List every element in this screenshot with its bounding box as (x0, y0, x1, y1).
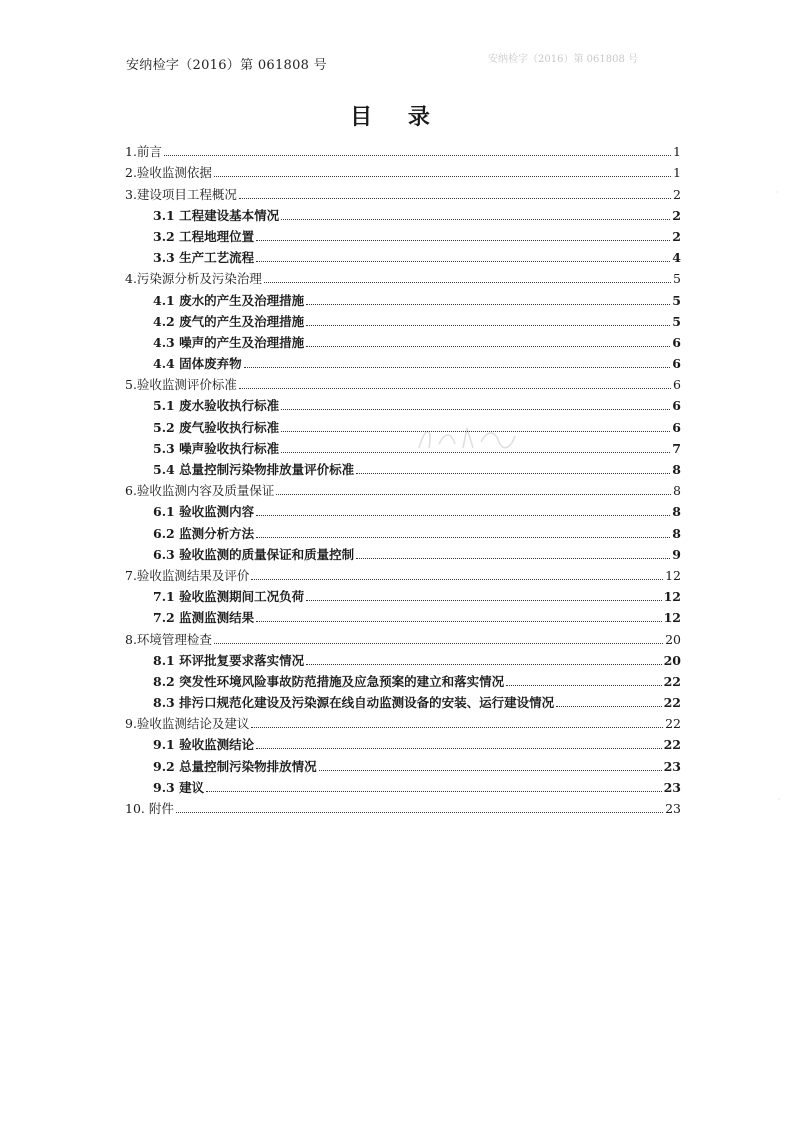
toc-entry[interactable] (125, 562, 681, 583)
toc-entry[interactable] (125, 435, 681, 456)
toc-dot-leader (214, 642, 663, 644)
toc-entry[interactable] (125, 180, 681, 201)
toc-entry[interactable] (125, 774, 681, 795)
toc-dot-leader (214, 175, 671, 177)
toc-dot-leader (281, 430, 670, 432)
toc-entry-page-number: 6 (673, 377, 681, 393)
toc-entry-page-number: 12 (663, 589, 681, 605)
toc-dot-leader (176, 811, 663, 813)
toc-entry-label: 8.2 突发性环境风险事故防范措施及应急预案的建立和落实情况 (153, 673, 505, 689)
toc-entry-page-number: 4 (672, 250, 681, 266)
toc-entry-page-number: 22 (663, 695, 681, 711)
toc-entry[interactable] (125, 710, 681, 731)
toc-entry-page-number: 1 (673, 165, 681, 181)
toc-entry[interactable] (125, 519, 681, 540)
toc-entry-page-number: 7 (672, 440, 681, 456)
toc-entry-label: 3.3 生产工艺流程 (153, 250, 255, 266)
toc-entry[interactable] (125, 647, 681, 668)
toc-entry-label: 1.前言 (125, 144, 162, 160)
toc-entry[interactable] (125, 138, 681, 159)
toc-entry-page-number: 23 (663, 779, 681, 795)
toc-entry-page-number: 5 (672, 313, 681, 329)
toc-entry-page-number: 2 (672, 228, 681, 244)
toc-entry[interactable] (125, 752, 681, 773)
toc-entry-page-number: 2 (672, 207, 681, 223)
toc-dot-leader (281, 408, 670, 410)
toc-dot-leader (281, 218, 670, 220)
toc-dot-leader (356, 472, 670, 474)
toc-dot-leader (251, 726, 663, 728)
toc-entry[interactable] (125, 583, 681, 604)
toc-entry[interactable] (125, 286, 681, 307)
toc-entry-label: 3.建设项目工程概况 (125, 186, 237, 202)
toc-dot-leader (306, 599, 661, 601)
toc-entry-label: 7.2 监测监测结果 (153, 610, 255, 626)
toc-entry[interactable] (125, 350, 681, 371)
toc-entry-page-number: 23 (663, 758, 681, 774)
toc-entry-label: 4.1 废水的产生及治理措施 (153, 292, 305, 308)
toc-entry[interactable] (125, 308, 681, 329)
toc-dot-leader (306, 663, 661, 665)
toc-entry-label: 4.2 废气的产生及治理措施 (153, 313, 305, 329)
toc-entry-page-number: 12 (665, 567, 681, 583)
toc-entry[interactable] (125, 498, 681, 519)
toc-entry-label: 5.2 废气验收执行标准 (153, 419, 280, 435)
toc-dot-leader (556, 705, 661, 707)
toc-entry-page-number: 8 (672, 504, 681, 520)
toc-entry-label: 7.验收监测结果及评价 (125, 567, 250, 583)
toc-entry-page-number: 6 (672, 356, 681, 372)
toc-dot-leader (239, 197, 671, 199)
toc-entry-label: 4.污染源分析及污染治理 (125, 271, 262, 287)
toc-entry-page-number: 8 (673, 483, 681, 499)
toc-entry[interactable] (125, 202, 681, 223)
toc-entry-page-number: 22 (665, 716, 681, 732)
toc-entry-page-number: 1 (673, 144, 681, 160)
toc-entry-label: 9.2 总量控制污染物排放情况 (153, 758, 317, 774)
toc-dot-leader (306, 303, 670, 305)
toc-entry[interactable] (125, 329, 681, 350)
margin-mark: · (778, 795, 781, 804)
toc-entry-label: 9.1 验收监测结论 (153, 737, 255, 753)
toc-entry-label: 2.验收监测依据 (125, 165, 212, 181)
toc-entry[interactable] (125, 223, 681, 244)
toc-dot-leader (256, 260, 670, 262)
toc-entry-label: 6.2 监测分析方法 (153, 525, 255, 541)
faint-bleedthrough-header: 安纳检字（2016）第 061808 号 (488, 54, 638, 65)
toc-entry-page-number: 20 (665, 631, 681, 647)
toc-title: 目 录 (350, 104, 444, 130)
toc-entry-page-number: 8 (672, 462, 681, 477)
toc-entry-label: 9.验收监测结论及建议 (125, 716, 250, 732)
toc-entry-page-number: 12 (663, 610, 681, 626)
toc-entry-page-number: 23 (665, 801, 681, 816)
toc-dot-leader (506, 684, 661, 686)
toc-entry[interactable] (125, 477, 681, 498)
toc-entry[interactable] (125, 456, 681, 477)
toc-entry[interactable] (125, 265, 681, 286)
toc-dot-leader (356, 557, 670, 559)
toc-entry-label: 5.验收监测评价标准 (125, 377, 237, 393)
toc-dot-leader (319, 769, 662, 771)
toc-entry-page-number: 5 (673, 271, 681, 287)
toc-dot-leader (264, 281, 671, 283)
toc-dot-leader (306, 324, 670, 326)
toc-entry-label: 10. 附件 (125, 801, 174, 816)
margin-mark: · (776, 188, 779, 197)
toc-dot-leader (164, 154, 671, 156)
toc-dot-leader (239, 387, 671, 389)
toc-entry-page-number: 6 (672, 398, 681, 414)
toc-entry[interactable] (125, 689, 681, 710)
toc-entry[interactable] (125, 371, 681, 392)
toc-entry-label: 3.2 工程地理位置 (153, 228, 255, 244)
toc-entry[interactable] (125, 604, 681, 625)
toc-entry-page-number: 22 (663, 673, 681, 689)
toc-entry-label: 6.1 验收监测内容 (153, 504, 255, 520)
toc-dot-leader (256, 620, 661, 622)
toc-entry-label: 5.1 废水验收执行标准 (153, 398, 280, 414)
toc-dot-leader (256, 239, 670, 241)
toc-entry[interactable] (125, 625, 681, 646)
toc-dot-leader (256, 536, 670, 538)
toc-entry-page-number: 2 (673, 186, 681, 202)
toc-entry[interactable] (125, 668, 681, 689)
toc-entry-page-number: 6 (672, 419, 681, 435)
toc-entry[interactable] (125, 541, 681, 562)
report-reference-number: 安纳检字（2016）第 061808 号 (126, 58, 327, 73)
toc-entry[interactable] (125, 392, 681, 413)
toc-entry-page-number: 20 (663, 652, 681, 668)
toc-entry-label: 4.4 固体废弃物 (153, 356, 242, 372)
toc-entry-label: 6.3 验收监测的质量保证和质量控制 (153, 546, 355, 562)
toc-dot-leader (281, 451, 670, 453)
toc-entry-page-number: 6 (672, 334, 681, 350)
toc-entry-label: 8.1 环评批复要求落实情况 (153, 652, 305, 668)
toc-entry-label: 5.4 总量控制污染物排放量评价标准 (153, 462, 355, 477)
toc-entry-page-number: 9 (672, 546, 681, 562)
toc-entry[interactable] (125, 413, 681, 434)
table-of-contents (125, 138, 681, 816)
toc-dot-leader (306, 345, 670, 347)
toc-entry-label: 8.环境管理检查 (125, 631, 212, 647)
toc-entry-label: 5.3 噪声验收执行标准 (153, 440, 280, 456)
toc-dot-leader (251, 578, 663, 580)
toc-dot-leader (256, 747, 661, 749)
toc-entry-page-number: 22 (663, 737, 681, 753)
toc-entry-page-number: 8 (672, 525, 681, 541)
toc-entry[interactable] (125, 795, 681, 816)
toc-dot-leader (276, 493, 671, 495)
toc-entry-label: 8.3 排污口规范化建设及污染源在线自动监测设备的安装、运行建设情况 (153, 695, 555, 711)
toc-dot-leader (206, 790, 661, 792)
toc-entry-label: 4.3 噪声的产生及治理措施 (153, 334, 305, 350)
toc-entry[interactable] (125, 731, 681, 752)
toc-entry-label: 6.验收监测内容及质量保证 (125, 483, 275, 499)
toc-entry[interactable] (125, 244, 681, 265)
toc-dot-leader (256, 514, 670, 516)
toc-entry[interactable] (125, 159, 681, 180)
toc-dot-leader (244, 366, 671, 368)
toc-entry-page-number: 5 (672, 292, 681, 308)
toc-entry-label: 9.3 建议 (153, 779, 205, 795)
toc-entry-label: 3.1 工程建设基本情况 (153, 207, 280, 223)
toc-entry-label: 7.1 验收监测期间工况负荷 (153, 589, 305, 605)
